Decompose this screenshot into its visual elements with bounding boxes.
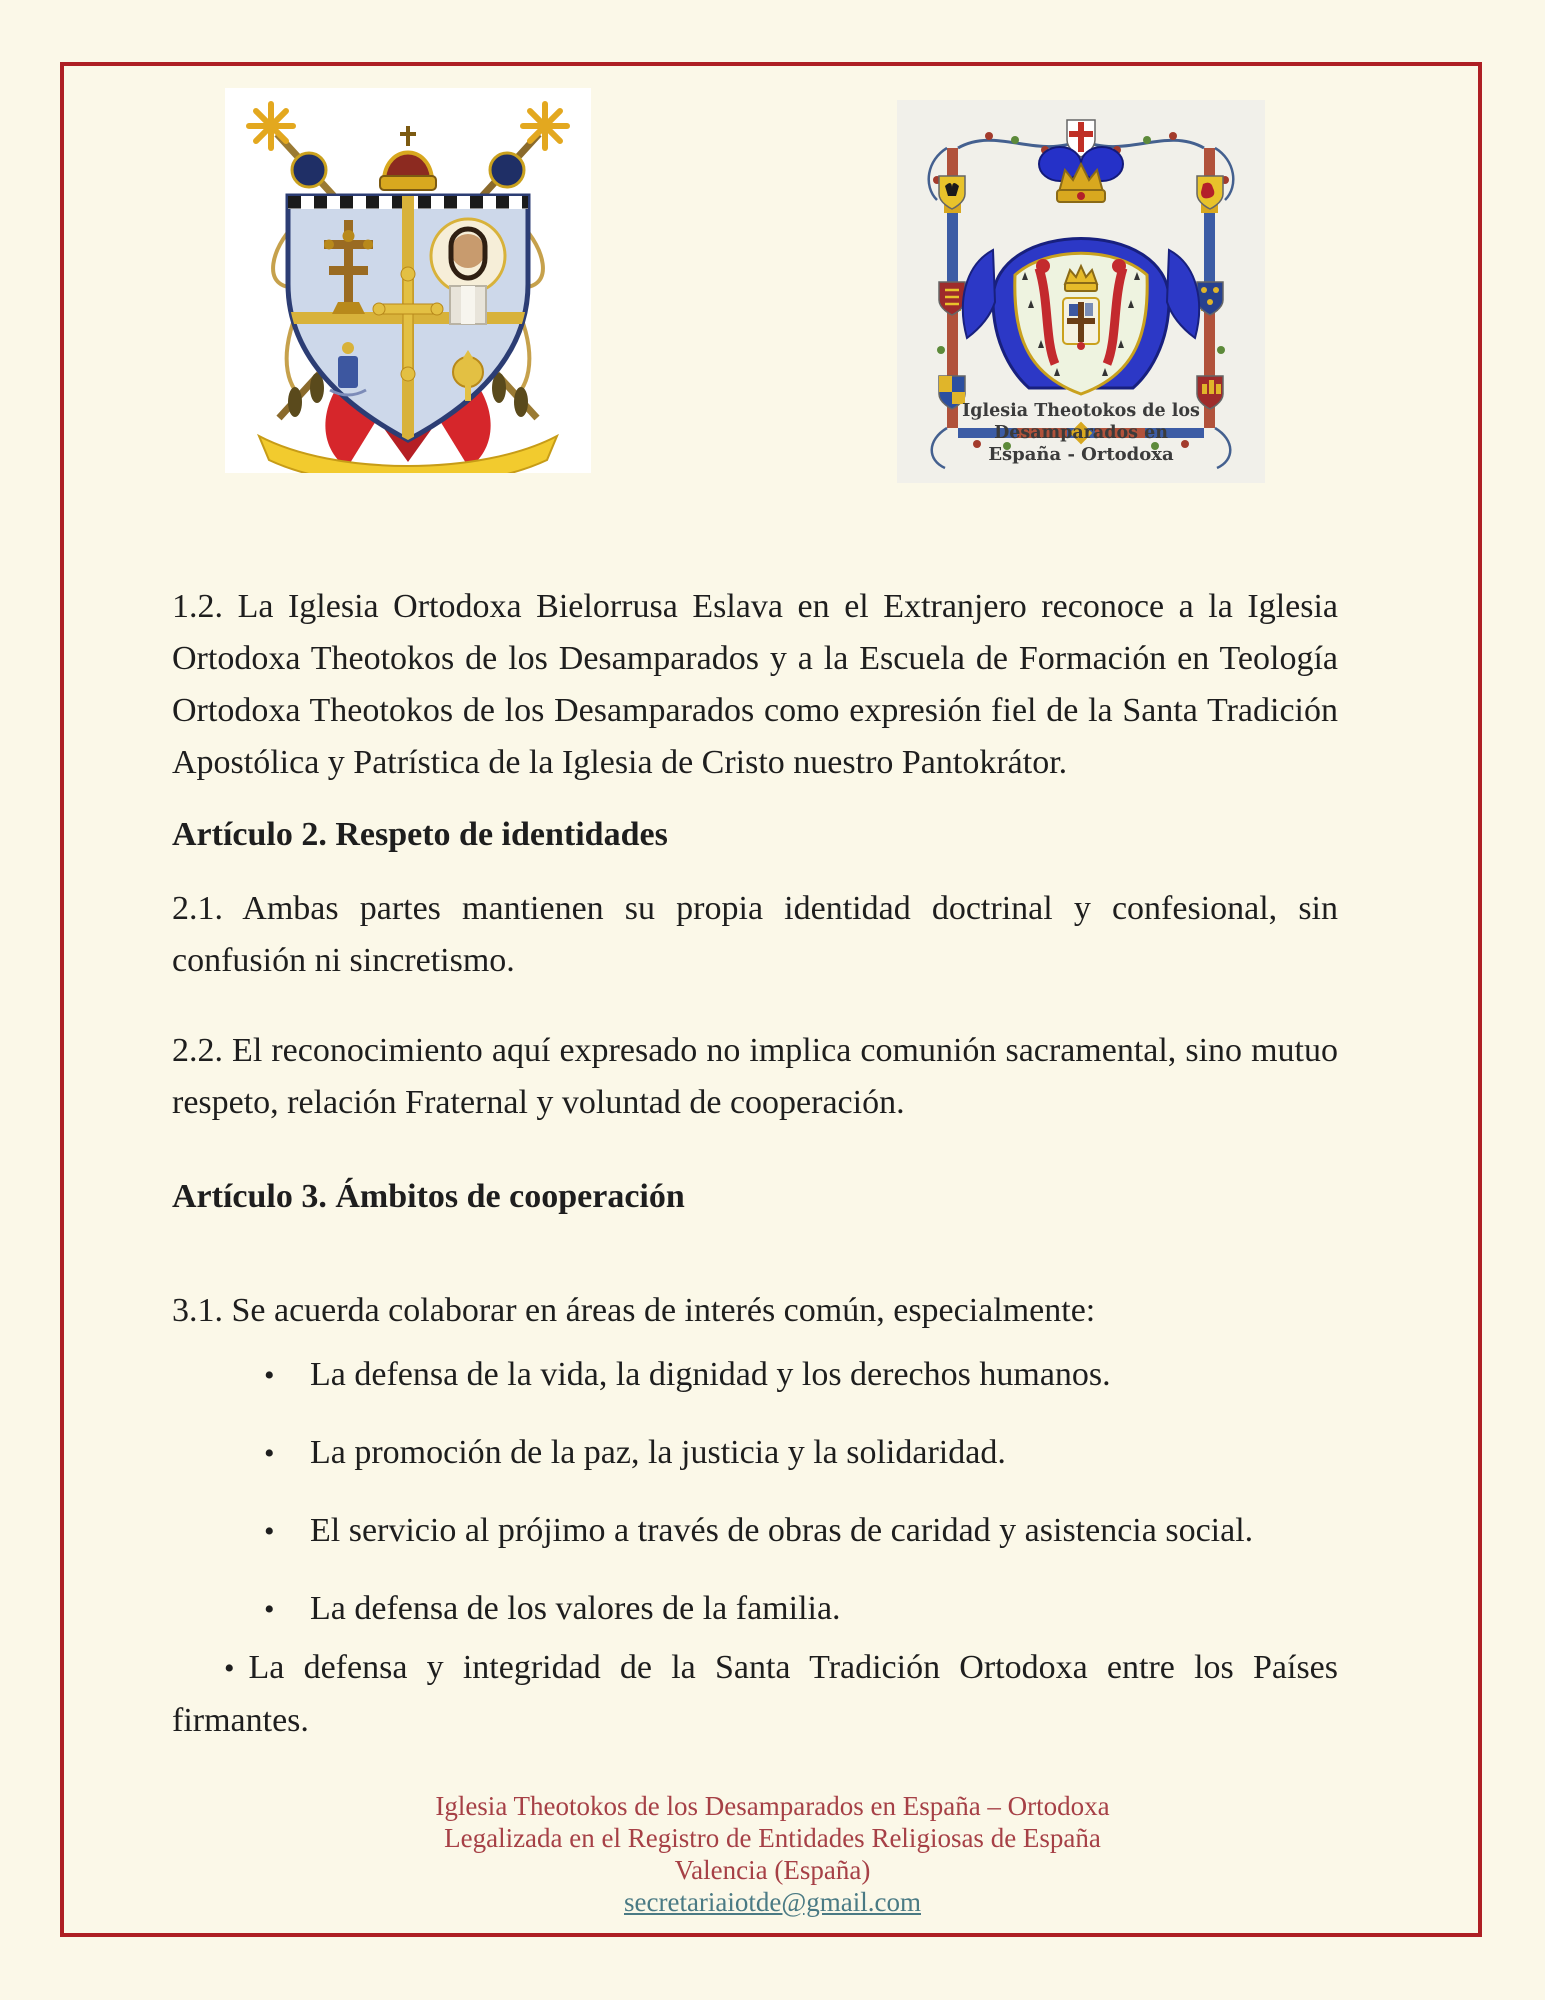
list-item	[172, 1583, 1338, 1636]
paragraph-2-1: 2.1. Ambas partes mantienen su propia identidad doctrinal y confesional, sin confusión ni sincretismo.	[172, 890, 1338, 979]
last-bullet-text: La defensa y integridad de la Santa Tradición Ortodoxa entre los Países firmantes.	[172, 1649, 1338, 1739]
list-item-text: La defensa de los valores de la familia.	[310, 1590, 841, 1627]
list-item-text: La promoción de la paz, la justicia y la solidaridad.	[310, 1434, 1006, 1471]
list-item	[172, 1505, 1338, 1558]
list-item	[172, 1427, 1338, 1480]
list-item-text: El servicio al prójimo a través de obras de caridad y asistencia social.	[310, 1512, 1254, 1549]
document-footer	[0, 1790, 1545, 1918]
bullet-icon: •	[264, 1593, 275, 1626]
bullet-icon: •	[264, 1515, 275, 1548]
document-body	[172, 581, 1338, 1747]
bullet-icon: •	[224, 1652, 235, 1685]
emblem-caption-line-2: Desamparados en	[994, 423, 1168, 443]
heading-articulo-2: Artículo 2. Respeto de identidades	[172, 816, 668, 853]
emblem-caption-line-1: Iglesia Theotokos de los	[962, 401, 1200, 421]
list-item	[172, 1349, 1338, 1402]
bullet-icon: •	[264, 1359, 275, 1392]
footer-line-3: Valencia (España)	[674, 1855, 871, 1885]
heading-articulo-3: Artículo 3. Ámbitos de cooperación	[172, 1178, 685, 1215]
list-item-text: La defensa de la vida, la dignidad y los derechos humanos.	[310, 1356, 1111, 1393]
paragraph-1-2: 1.2. La Iglesia Ortodoxa Bielorrusa Eslava en el Extranjero reconoce a la Iglesia Ortodoxa Theotokos de los Desamparados y a la Escuela de Formación en Teología Ortodoxa Theotokos de los Desamparados como expresión fiel de la Santa Tradición Apostólica y Patrística de la Iglesia de Cristo nuestro Pantokrátor.	[172, 588, 1338, 781]
email-link[interactable]: secretariaiotde@gmail.com	[624, 1887, 921, 1917]
bullet-icon: •	[264, 1437, 275, 1470]
episcopal-coat-of-arms-image	[225, 88, 591, 473]
paragraph-last-bullet	[172, 1642, 1338, 1747]
cooperation-list	[172, 1349, 1338, 1636]
paragraph-2-2: 2.2. El reconocimiento aquí expresado no implica comunión sacramental, sino mutuo respeto, relación Fraternal y voluntad de cooperación.	[172, 1032, 1338, 1121]
footer-line-2: Legalizada en el Registro de Entidades Religiosas de España	[444, 1823, 1101, 1853]
paragraph-3-1: 3.1. Se acuerda colaborar en áreas de interés común, especialmente:	[172, 1292, 1096, 1329]
emblem-caption-line-3: España - Ortodoxa	[988, 444, 1174, 465]
church-framed-emblem-image	[897, 100, 1265, 483]
footer-line-1: Iglesia Theotokos de los Desamparados en España – Ortodoxa	[435, 1791, 1110, 1821]
